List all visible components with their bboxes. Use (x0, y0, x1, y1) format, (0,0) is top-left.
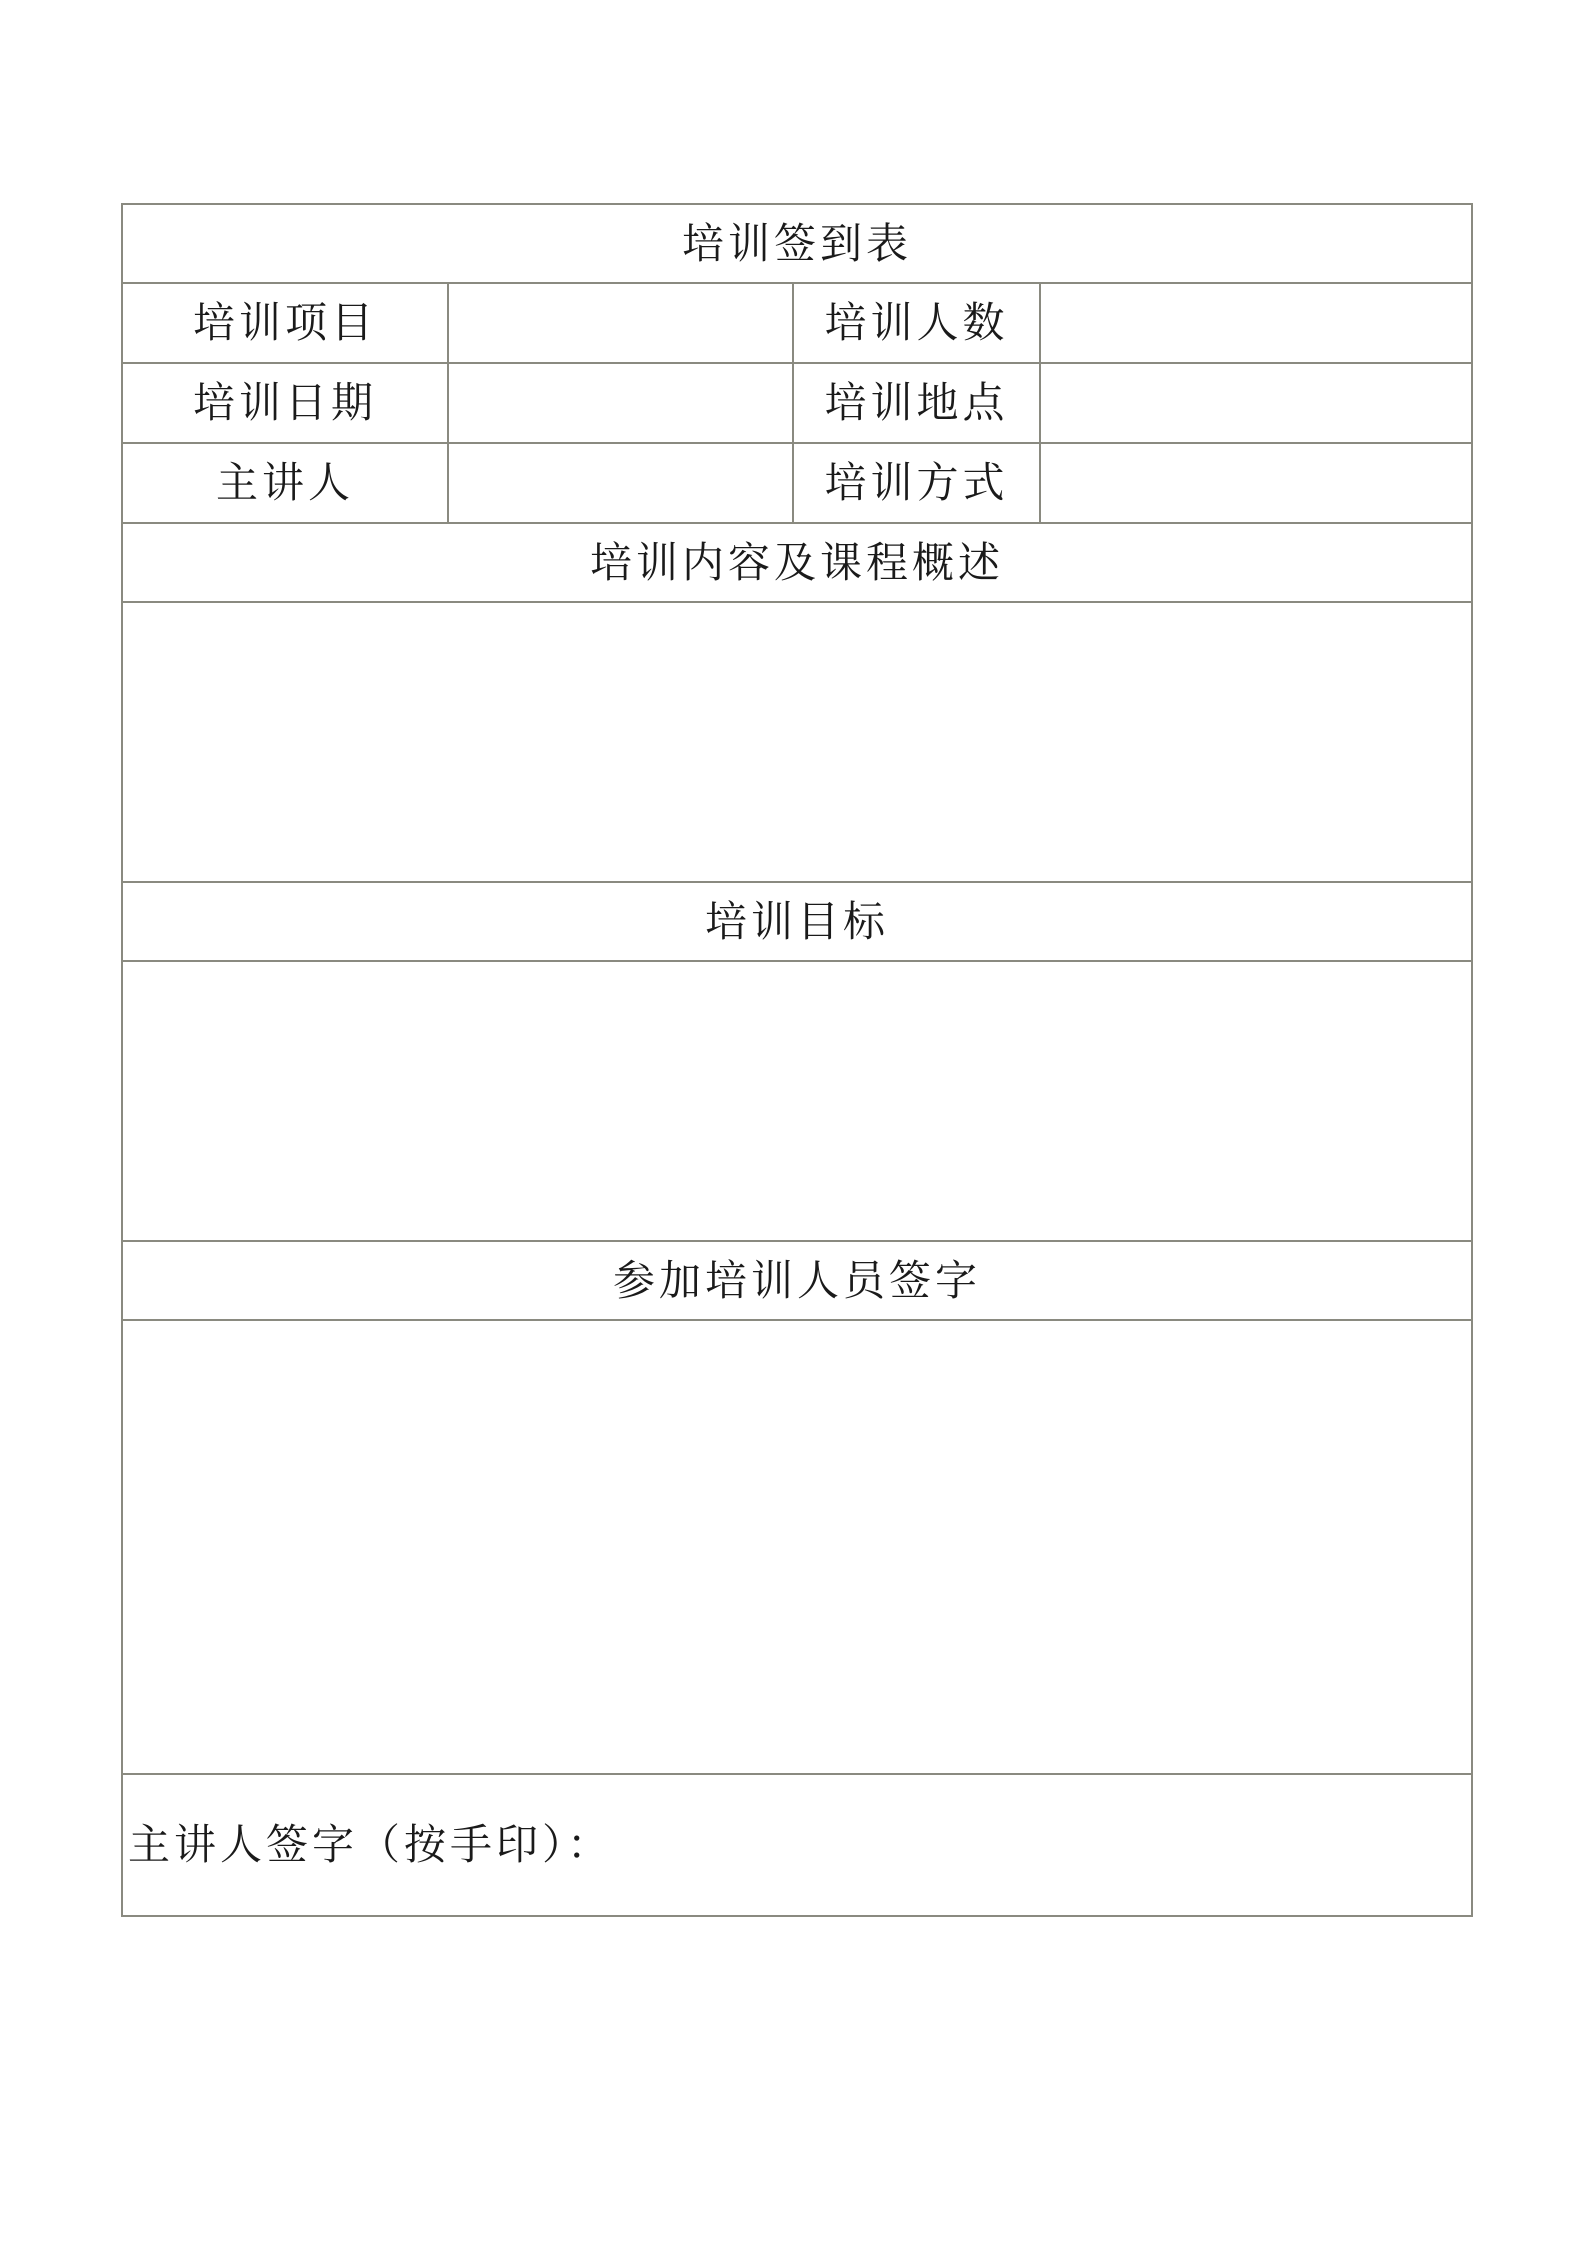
speaker-signature-label: 主讲人签字（按手印）： (128, 1820, 614, 1869)
info-row-date (122, 363, 1472, 443)
training-method-field[interactable] (1040, 443, 1472, 523)
content-field[interactable] (122, 602, 1472, 882)
content-heading-cell (122, 523, 1472, 602)
form-title: 培训签到表 (682, 218, 913, 268)
speaker-signature-cell[interactable] (122, 1774, 1472, 1916)
training-project-label: 培训项目 (192, 298, 377, 347)
attendee-signature-field[interactable] (122, 1320, 1472, 1774)
label-cell-location (793, 363, 1040, 443)
content-heading: 培训内容及课程概述 (590, 537, 1005, 587)
info-row-project (122, 283, 1472, 363)
training-date-field[interactable] (448, 363, 793, 443)
label-cell-speaker (122, 443, 448, 523)
speaker-label: 主讲人 (215, 458, 354, 507)
training-method-label: 培训方式 (824, 458, 1009, 507)
training-location-field[interactable] (1040, 363, 1472, 443)
label-cell-headcount (793, 283, 1040, 363)
label-cell-date (122, 363, 448, 443)
goal-field[interactable] (122, 961, 1472, 1241)
label-cell-project (122, 283, 448, 363)
goal-heading: 培训目标 (705, 896, 890, 946)
training-date-label: 培训日期 (192, 378, 377, 427)
goal-heading-cell (122, 882, 1472, 961)
training-location-label: 培训地点 (824, 378, 1009, 427)
label-cell-method (793, 443, 1040, 523)
training-project-field[interactable] (448, 283, 793, 363)
form-title-cell (122, 204, 1472, 283)
training-headcount-field[interactable] (1040, 283, 1472, 363)
attendee-heading: 参加培训人员签字 (613, 1255, 982, 1305)
training-headcount-label: 培训人数 (824, 298, 1009, 347)
training-sign-in-form (121, 203, 1473, 1917)
speaker-field[interactable] (448, 443, 793, 523)
info-row-speaker (122, 443, 1472, 523)
attendee-heading-cell (122, 1241, 1472, 1320)
